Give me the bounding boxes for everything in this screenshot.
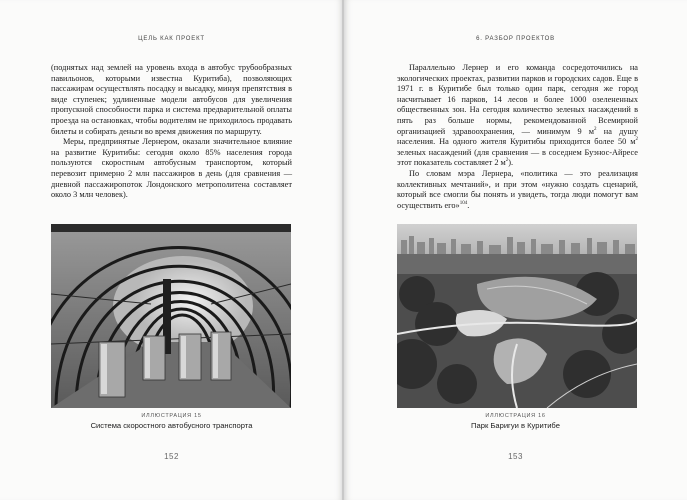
left-page xyxy=(0,0,343,500)
right-paragraph-2: По словам мэра Лернера, «политика — это реализация коллективных мечтаний», и при этом «нужно создать сценарий, который все смогли бы понять и увидеть, тогда люди помогут вам осуществить его»$^{104}$. xyxy=(397,168,638,210)
park-aerial-photo xyxy=(397,224,637,408)
park-aerial-illustration xyxy=(397,224,637,408)
page-number-left: 152 xyxy=(164,452,179,461)
footnote-ref-104: 104 xyxy=(459,200,468,206)
page-number-right: 153 xyxy=(508,452,523,461)
left-paragraph-1: (поднятых над землей на уровень входа в автобус трубообразных павильонов, которыми известна Куритиба), позволяющих пассажирам осуществлять посадку и высадку, минуя препятствия в виде ступенек; удлиненные модели автобусов для увеличения пропускной способности парка и система предварительной оплаты проезда на остановках, чтобы водителям не приходилось продавать билеты и собирать деньги во время движения по маршруту. xyxy=(51,63,292,136)
left-paragraph-2: Меры, предпринятые Лернером, оказали значительное влияние на развитие Куритибы: сегодня около 85% населения города пользуются скоростным автобусным транспортом, который перевозит примерно 2 млн пассажиров в день (для сравнения — дневной пассажиропоток Лондонского метрополитена составляет около 3 млн человек). xyxy=(51,137,292,200)
figure-16-label: ИЛЛЮСТРАЦИЯ 16 xyxy=(485,413,546,419)
running-head-left: ЦЕЛЬ КАК ПРОЕКТ xyxy=(138,36,205,42)
figure-15-caption: Система скоростного автобусного транспорта xyxy=(90,421,253,430)
figure-15-label: ИЛЛЮСТРАЦИЯ 15 xyxy=(141,413,202,419)
tube-station-illustration xyxy=(51,224,291,408)
running-head-right: 6. РАЗБОР ПРОЕКТОВ xyxy=(476,36,555,42)
right-text-block xyxy=(397,63,638,211)
bus-station-photo xyxy=(51,224,291,408)
right-paragraph-1: Параллельно Лернер и его команда сосредоточились на экологических проектах, развитии парков и городских садов. Еще в 1971 г. в Куритибе был только один парк, сегодня же город насчитывает 16 парков, 14 лесов и более 1000 озелененных общественных зон. На сегодня количество зеленых насаждений в пять раз больше нормы, рекомендованной Всемирной организацией здравоохранения, — минимум 9 $м^2$ на душу населения. На одного жителя Куритибы приходится более 50 $м^2$ зеленых насаждений (для сравнения — в соседнем Буэнос-Айресе этот показатель составляет 2 $м^2$). xyxy=(397,63,638,168)
figure-16-caption: Парк Баригуи в Куритибе xyxy=(471,421,560,430)
left-text-block xyxy=(51,63,292,201)
right-page xyxy=(344,0,687,500)
